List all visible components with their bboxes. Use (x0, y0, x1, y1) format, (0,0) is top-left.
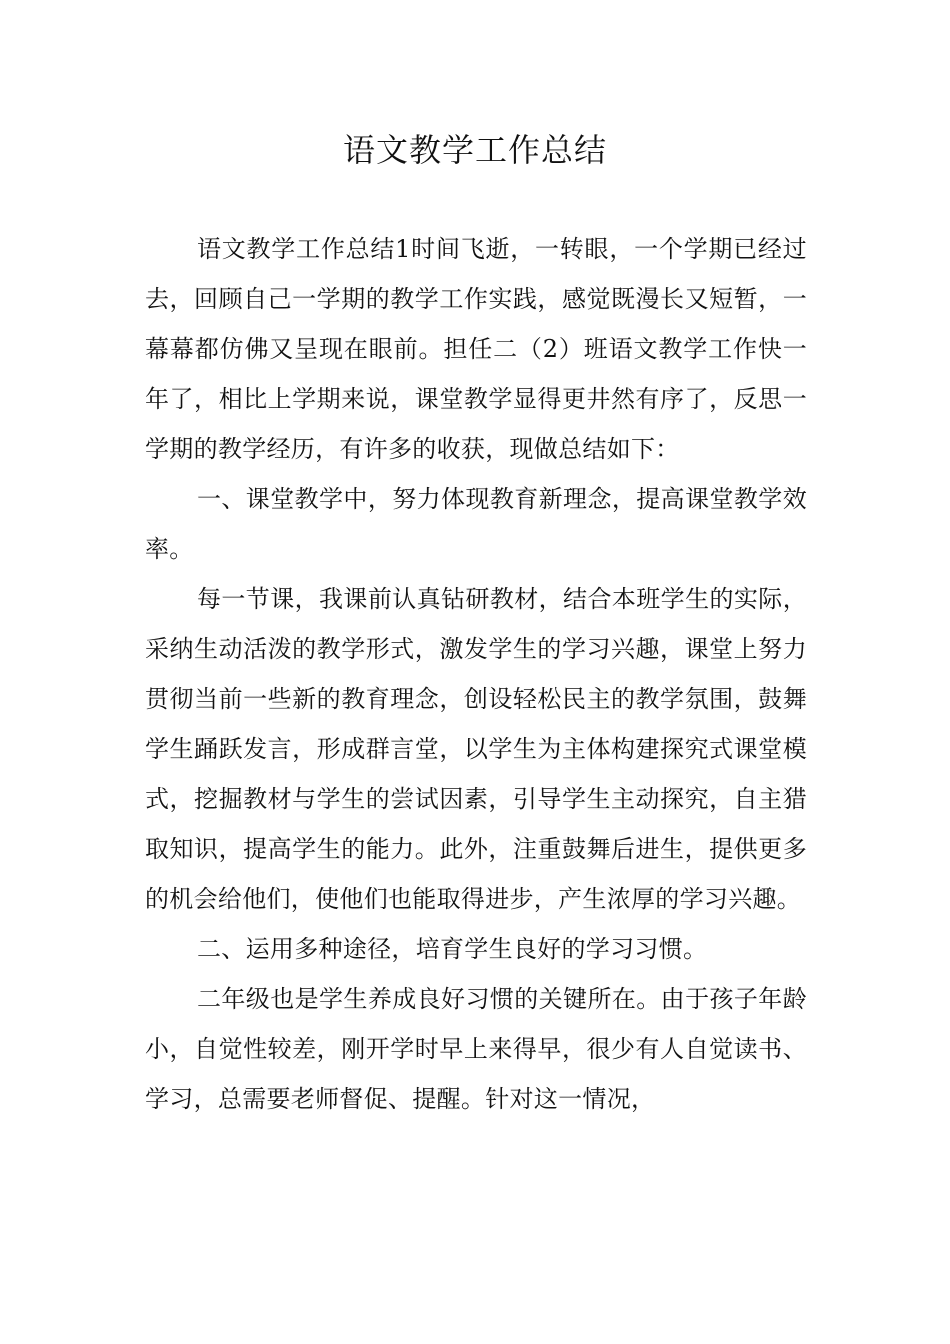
paragraph-classroom: 每一节课，我课前认真钻研教材，结合本班学生的实际，采纳生动活泼的教学形式，激发学生的学习兴趣，课堂上努力贯彻当前一些新的教育理念，创设轻松民主的教学氛围，鼓舞学生踊跃发言，形成群言堂，以学生为主体构建探究式课堂模式，挖掘教材与学生的尝试因素，引导学生主动探究，自主猎取知识，提高学生的能力。此外，注重鼓舞后进生，提供更多的机会给他们，使他们也能取得进步，产生浓厚的学习兴趣。 (145, 585, 807, 913)
document-body (145, 224, 807, 1124)
document-title: 语文教学工作总结 (342, 131, 607, 169)
paragraph-habits: 二年级也是学生养成良好习惯的关键所在。由于孩子年龄小，自觉性较差，刚开学时早上来得早，很少有人自觉读书、学习，总需要老师督促、提醒。针对这一情况， (145, 985, 807, 1113)
section-heading-2: 二、运用多种途径，培育学生良好的学习习惯。 (197, 935, 708, 963)
section-heading-1: 一、课堂教学中，努力体现教育新理念，提高课堂教学效率。 (145, 485, 807, 563)
paragraph-intro: 语文教学工作总结1时间飞逝，一转眼，一个学期已经过去，回顾自己一学期的教学工作实践，感觉既漫长又短暂，一幕幕都仿佛又呈现在眼前。担任二（2）班语文教学工作快一年了，相比上学期来说，课堂教学显得更井然有序了，反思一学期的教学经历，有许多的收获，现做总结如下： (145, 235, 807, 463)
